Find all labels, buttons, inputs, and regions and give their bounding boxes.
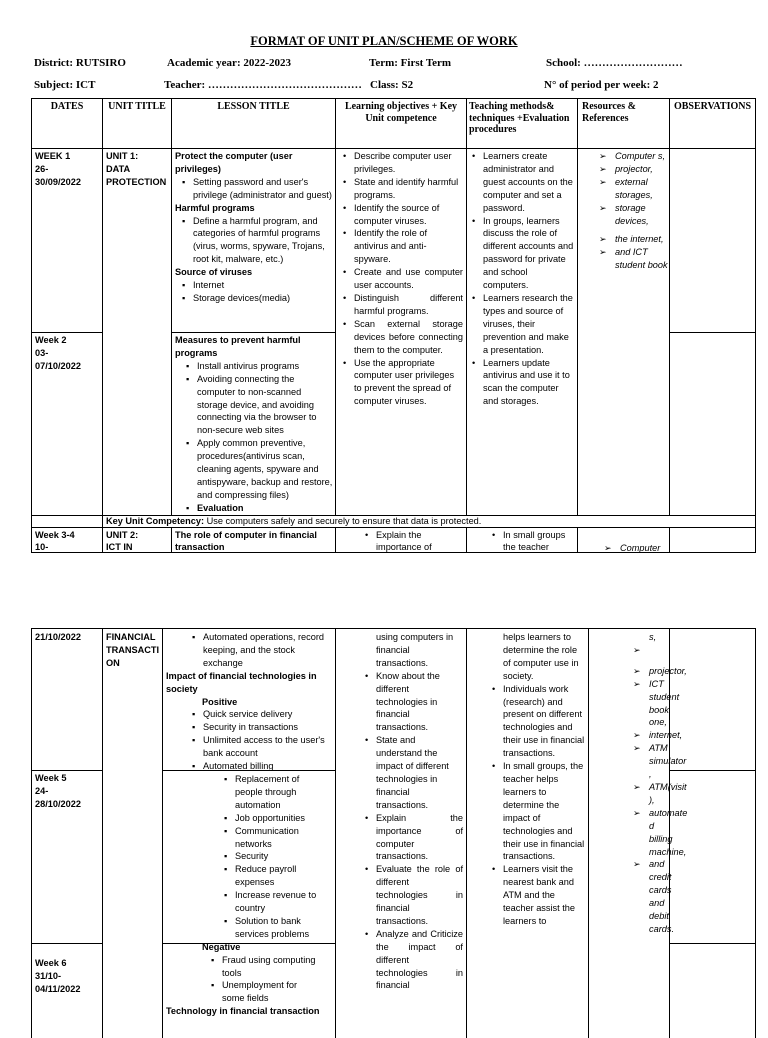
document-title: FORMAT OF UNIT PLAN/SCHEME OF WORK: [250, 34, 518, 48]
week5-date: Week 5 24- 28/10/2022: [35, 773, 81, 809]
objectives-block-2: [338, 631, 463, 992]
resource-item: ➢ Computer: [620, 542, 668, 555]
objective-item: • Explain the importance of computer transactions.: [376, 812, 463, 864]
objective-item: • Evaluate the role of different technologies in financial transactions.: [376, 863, 463, 928]
col-divider: [588, 629, 589, 1038]
method-item: • Learners update antivirus and use it to scan the computer and storages.: [483, 357, 575, 409]
row-divider: [669, 332, 755, 333]
lesson-block-financial: [166, 631, 333, 1018]
objective-item: • Use the appropriate computer user privileges to prevent the spread of computer viruses.: [354, 357, 463, 409]
lesson-item: ▪ Internet: [193, 279, 333, 292]
objective-item: • Identify the source of computer viruses.: [354, 202, 463, 228]
lesson-subitem: ▪ Communication networks: [235, 825, 325, 851]
lesson-block-week2: [175, 334, 333, 515]
col-divider: [335, 629, 336, 1038]
unit2-title: UNIT 2: ICT IN: [106, 530, 139, 552]
methods-block: [469, 150, 575, 408]
resource-item: ➢ ATM(visit ),: [649, 781, 669, 807]
method-next: [469, 529, 575, 553]
resource-item: ,: [649, 769, 652, 780]
unit2-title-cont: FINANCIAL TRANSACTI ON: [106, 632, 160, 668]
col-divider: [335, 99, 336, 552]
col-divider: [669, 99, 670, 552]
week2-date: Week 2 03- 07/10/2022: [35, 335, 81, 371]
lesson-item: ▪ Quick service delivery: [203, 708, 333, 721]
lesson-item: ▪ Security in transactions: [203, 721, 333, 734]
lesson-item: ▪ Install antivirus programs: [197, 360, 333, 373]
row-divider: [32, 148, 755, 149]
method-continued: helps learners to determine the role of computer use in society.: [503, 632, 579, 681]
resource-item: ➢ automate d billing machine,: [649, 807, 669, 859]
resource-item: ➢ external storages,: [615, 176, 668, 202]
header-lesson-title: LESSON TITLE: [217, 101, 290, 112]
objective-item: • Scan external storage devices before connecting them to the computer.: [354, 318, 463, 357]
week34-date: Week 3-4 10-: [35, 530, 75, 552]
objective-item: • Explain the importance of: [376, 529, 463, 553]
periods-label: N° of period per week: 2: [544, 79, 659, 91]
lesson-item: ▪ Avoiding connecting the computer to non-scanned storage device, and avoiding connecting via the browser to non-secure web sites: [197, 373, 333, 438]
method-item: • In small groups, the teacher helps learners to determine the impact of technologies and their use in financial transactions.: [503, 760, 586, 863]
resource-next: [580, 542, 668, 555]
resource-item: ➢ storage devices,: [615, 202, 668, 228]
district-label: District: RUTSIRO: [34, 57, 126, 69]
week1-date: WEEK 1 26- 30/09/2022: [35, 151, 81, 187]
method-item: • Learners create administrator and guest accounts on the computer and set a password.: [483, 150, 575, 215]
row-divider: [32, 332, 102, 333]
resource-continued: s,: [649, 632, 657, 642]
resource-item: ➢ ATM simulator: [649, 742, 669, 768]
lesson-heading: Source of viruses: [175, 267, 253, 278]
subject-label: Subject: ICT: [34, 79, 96, 91]
col-divider: [466, 99, 467, 552]
methods-block-2: [469, 631, 586, 928]
key-competency-label: Key Unit Competency:: [106, 516, 205, 526]
lesson-item: ▪ Storage devices(media): [193, 292, 333, 305]
date-cell: 21/10/2022: [35, 632, 81, 642]
resource-item: ➢ projector,: [649, 657, 669, 678]
col-divider: [466, 629, 467, 1038]
lesson-subitem: ▪ Job opportunities: [235, 812, 325, 825]
lesson-heading: Impact of financial technologies in society: [166, 670, 317, 694]
lesson-heading: Measures to prevent harmful programs: [175, 335, 301, 358]
objective-continued: using computers in financial transactions.: [376, 632, 454, 668]
lesson-heading: Technology in financial transaction: [166, 1006, 320, 1017]
header-methods: Teaching methods& techniques +Evaluation procedures: [469, 101, 570, 135]
resource-item: ➢ the internet,: [615, 233, 668, 246]
col-divider: [577, 99, 578, 552]
row-divider: [171, 332, 335, 333]
lesson-item: ▪ Automated billing: [203, 760, 333, 773]
lesson-positive-heading: Positive: [202, 696, 238, 707]
method-item: • Learners research the types and source of viruses, their prevention and make a presentation.: [483, 292, 575, 357]
col-divider: [102, 629, 103, 1038]
header-dates: DATES: [50, 101, 84, 112]
resource-item: ➢ projector,: [615, 163, 668, 176]
header-unit-title: UNIT TITLE: [108, 101, 166, 112]
objective-item: • Know about the different technologies in financial transactions.: [376, 670, 463, 735]
method-item: • In groups, learners discuss the role of different accounts and password for private and school computers.: [483, 215, 575, 292]
lesson-item: ▪ Unemployment for some fields: [222, 979, 322, 1005]
objective-item: • State and identify harmful programs.: [354, 176, 463, 202]
unit1-title: UNIT 1: DATA PROTECTION: [106, 151, 167, 187]
objective-item: • Create and use computer user accounts.: [354, 266, 463, 292]
header-observations: OBSERVATIONS: [673, 101, 752, 112]
resource-item: [649, 644, 669, 657]
col-divider: [162, 629, 163, 1038]
scheme-table-page2: [31, 628, 756, 1038]
resource-item: ➢ and ICT student book: [615, 246, 668, 272]
key-unit-competency: [106, 516, 746, 527]
lesson-negative-heading: Negative: [202, 941, 241, 952]
header-resources: Resources & References: [582, 101, 636, 124]
lesson-heading: Protect the computer (user privileges): [175, 151, 293, 174]
lesson-item: ▪ Fraud using computing tools: [222, 954, 322, 980]
lesson-subitem: ▪ Security: [235, 850, 325, 863]
lesson-item: ▪ Setting password and user's privilege (administrator and guest): [193, 176, 333, 202]
resource-item: ➢ Computer s,: [615, 150, 668, 163]
method-item: • Learners visit the nearest bank and ATM and the teacher assist the learners to: [503, 863, 586, 928]
method-item: • Individuals work (research) and present on different technologies and their use in financial transactions.: [503, 683, 586, 760]
resources-block-2: [591, 631, 688, 936]
scheme-table-page1: [31, 98, 756, 553]
lesson-item: ▪ Define a harmful program, and categories of harmful programs (virus, worms, spyware, Trojans, root kit, malware, etc.): [193, 215, 333, 267]
class-label: Class: S2: [370, 79, 414, 91]
objective-item: • Describe computer user privileges.: [354, 150, 463, 176]
objective-item: • Analyze and Criticize the impact of different technologies in financial: [376, 928, 463, 993]
term-label: Term: First Term: [369, 57, 452, 69]
header-objectives: Learning objectives + Key Unit competence: [344, 101, 458, 124]
lesson-subitem: ▪ Increase revenue to country: [235, 889, 325, 915]
school-label: School: ………………………: [546, 57, 683, 69]
resource-item: ➢ ICT student book one,: [649, 678, 669, 730]
method-item: • In small groups the teacher: [503, 529, 575, 553]
resources-block: [580, 150, 668, 272]
lesson-item: ▪ Apply common preventive, procedures(antivirus scan, cleaning agents, spyware and antispyware, backup and restore, and compressing files): [197, 437, 333, 502]
lesson-subitem: ▪ Replacement of people through automation: [235, 773, 325, 812]
col-divider: [102, 99, 103, 552]
key-competency-text: Use computers safely and securely to ensure that data is protected.: [206, 516, 482, 526]
col-divider: [171, 99, 172, 552]
week6-date: Week 6 31/10- 04/11/2022: [35, 958, 81, 994]
objective-item: • State and understand the impact of different technologies in financial transactions.: [376, 734, 463, 811]
objective-item: • Identify the role of antivirus and anti-spyware.: [354, 227, 463, 266]
resource-item: ➢ and credit cards and debit cards.: [649, 858, 669, 935]
objectives-block: [338, 150, 463, 408]
row-divider: [32, 770, 102, 771]
row-divider: [669, 770, 755, 771]
lesson-financial-role: The role of computer in financial transaction: [175, 530, 317, 552]
academic-year-label: Academic year: 2022-2023: [167, 57, 292, 69]
lesson-subitem: ▪ Solution to bank services problems: [235, 915, 325, 941]
objective-next: [338, 529, 463, 553]
lesson-item: ▪ Automated operations, record keeping, and the stock exchange: [203, 631, 333, 670]
lesson-block-week1: [175, 150, 333, 305]
teacher-label: Teacher: ……………………………………: [164, 79, 362, 91]
lesson-item-evaluation: ▪ Evaluation: [197, 502, 333, 515]
row-divider: [669, 943, 755, 944]
lesson-subitem: ▪ Reduce payroll expenses: [235, 863, 325, 889]
lesson-item: ▪ Unlimited access to the user's bank account: [203, 734, 333, 760]
row-divider: [32, 527, 755, 528]
resource-item: ➢ internet,: [649, 729, 669, 742]
objective-item: • Distinguish different harmful programs.: [354, 292, 463, 318]
lesson-heading: Harmful programs: [175, 202, 255, 213]
row-divider: [32, 943, 102, 944]
